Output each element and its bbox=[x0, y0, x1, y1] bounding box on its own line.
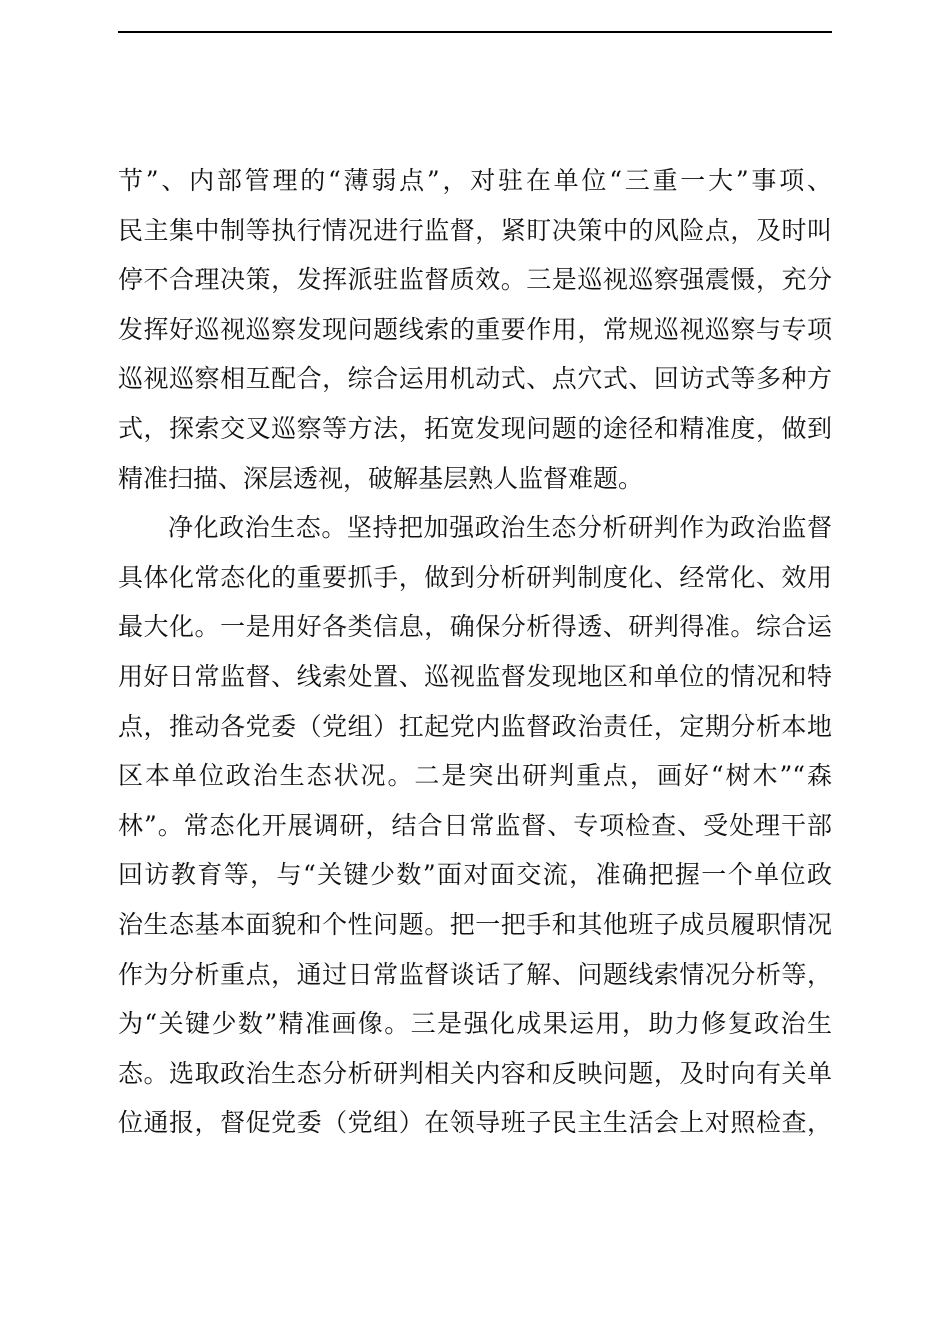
text-line: 最大化。一是用好各类信息，确保分析得透、研判得准。综合运 bbox=[118, 612, 832, 642]
text-line: 用好日常监督、线索处置、巡视监督发现地区和单位的情况和特 bbox=[118, 661, 832, 691]
text-line: 作为分析重点，通过日常监督谈话了解、问题线索情况分析等， bbox=[118, 959, 832, 989]
text-line: 具体化常态化的重要抓手，做到分析研判制度化、经常化、效用 bbox=[118, 562, 832, 592]
text-line: 发挥好巡视巡察发现问题线索的重要作用，常规巡视巡察与专项 bbox=[118, 314, 832, 344]
text-line: 林”。常态化开展调研，结合日常监督、专项检查、受处理干部 bbox=[118, 810, 832, 840]
text-line: 停不合理决策，发挥派驻监督质效。三是巡视巡察强震慑，充分 bbox=[118, 265, 832, 295]
text-line: 净化政治生态。坚持把加强政治生态分析研判作为政治监督 bbox=[168, 513, 832, 543]
text-line: 精准扫描、深层透视，破解基层熟人监督难题。 bbox=[118, 463, 644, 493]
header-rule bbox=[118, 31, 832, 33]
text-line: 点，推动各党委（党组）扛起党内监督政治责任，定期分析本地 bbox=[118, 711, 832, 741]
text-line: 巡视巡察相互配合，综合运用机动式、点穴式、回访式等多种方 bbox=[118, 364, 832, 394]
text-line: 回访教育等，与“关键少数”面对面交流，准确把握一个单位政 bbox=[118, 860, 832, 890]
text-line: 式，探索交叉巡察等方法，拓宽发现问题的途径和精准度，做到 bbox=[118, 413, 832, 443]
text-line: 民主集中制等执行情况进行监督，紧盯决策中的风险点，及时叫 bbox=[118, 215, 832, 245]
body-text bbox=[118, 156, 832, 1148]
text-line: 位通报，督促党委（党组）在领导班子民主生活会上对照检查， bbox=[118, 1108, 832, 1138]
text-line: 区本单位政治生态状况。二是突出研判重点，画好“树木”“森 bbox=[118, 761, 832, 791]
text-line: 节”、内部管理的“薄弱点”，对驻在单位“三重一大”事项、 bbox=[118, 166, 832, 195]
text-line: 为“关键少数”精准画像。三是强化成果运用，助力修复政治生 bbox=[118, 1009, 832, 1039]
text-line: 治生态基本面貌和个性问题。把一把手和其他班子成员履职情况 bbox=[118, 909, 832, 939]
text-line: 态。选取政治生态分析研判相关内容和反映问题，及时向有关单 bbox=[118, 1058, 832, 1088]
